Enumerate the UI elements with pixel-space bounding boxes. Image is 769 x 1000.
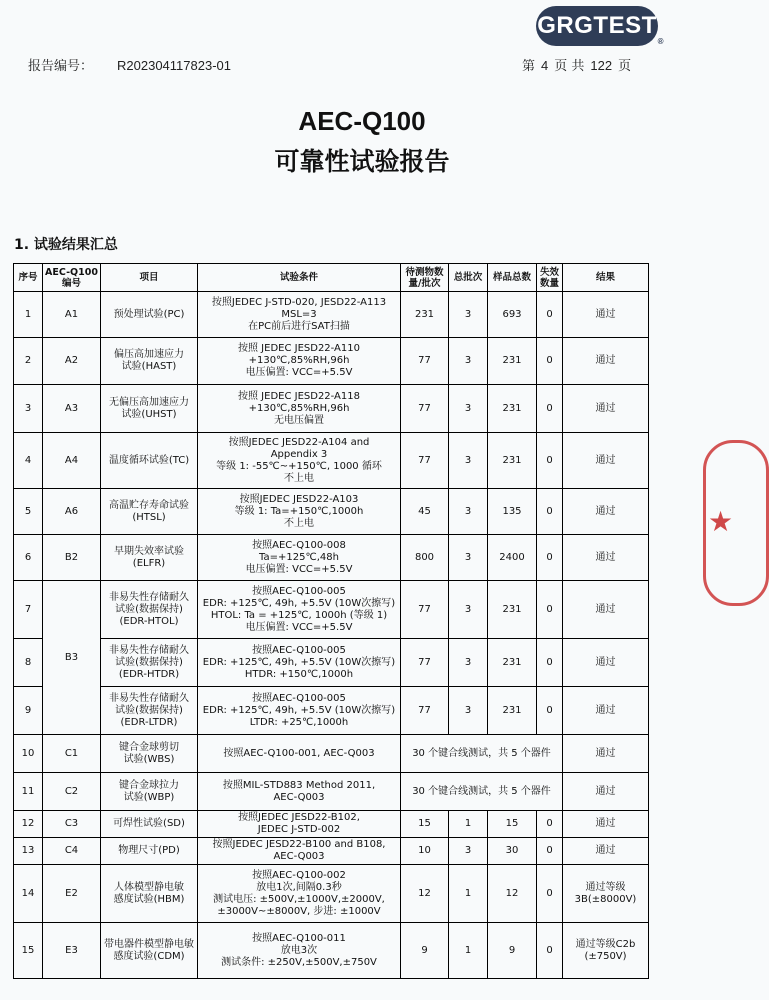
cell-result: 通过: [563, 338, 649, 385]
cell-failures: 0: [537, 811, 563, 838]
cell-condition: 按照AEC-Q100-005 EDR: +125℃, 49h, +5.5V (10W次擦写) LTDR: +25℃,1000h: [198, 687, 401, 735]
page-suffix: 页: [618, 59, 632, 74]
section-heading: 1. 试验结果汇总: [14, 237, 118, 253]
cell-aec-code: C3: [43, 811, 101, 838]
cell-total: 231: [488, 639, 537, 687]
cell-total: 231: [488, 687, 537, 735]
header-samples-per-lot: 待测物数 量/批次: [401, 264, 449, 292]
cell-item: 物理尺寸(PD): [101, 838, 198, 865]
doc-title-main: AEC-Q100: [298, 106, 426, 136]
cell-failures: 0: [537, 338, 563, 385]
cell-failures: 0: [537, 838, 563, 865]
header-total-samples: 样品总数: [488, 264, 537, 292]
cell-condition: 按照JEDEC JESD22-A103 等级 1: Ta=+150℃,1000h 不上电: [198, 489, 401, 535]
cell-item: 预处理试验(PC): [101, 292, 198, 338]
seal-star-icon: ★: [708, 505, 734, 538]
table-row: [14, 385, 649, 433]
cell-merged-sample-info: 30 个键合线测试，共 5 个器件: [401, 773, 563, 811]
cell-condition: 按照JEDEC J-STD-020, JESD22-A113 MSL=3 在PC前后进行SAT扫描: [198, 292, 401, 338]
header-seq: 序号: [14, 264, 43, 292]
table-row: [14, 535, 649, 581]
cell-aec-code: C4: [43, 838, 101, 865]
cell-condition: 按照JEDEC JESD22-A104 and Appendix 3 等级 1: -55℃~+150℃, 1000 循环 不上电: [198, 433, 401, 489]
doc-title-sub: 可靠性试验报告: [274, 147, 450, 176]
cell-result: 通过: [563, 735, 649, 773]
table-header-row: [14, 264, 649, 292]
cell-aec-code: E2: [43, 865, 101, 923]
cell-qty: 77: [401, 385, 449, 433]
cell-result: 通过等级C2b (±750V): [563, 923, 649, 979]
cell-condition: 按照MIL-STD883 Method 2011, AEC-Q003: [198, 773, 401, 811]
cell-lots: 3: [449, 489, 488, 535]
cell-qty: 10: [401, 838, 449, 865]
cell-failures: 0: [537, 292, 563, 338]
cell-seq: 12: [14, 811, 43, 838]
cell-qty: 12: [401, 865, 449, 923]
cell-result: 通过: [563, 489, 649, 535]
cell-item: 键合金球拉力 试验(WBP): [101, 773, 198, 811]
cell-total: 15: [488, 811, 537, 838]
page-prefix: 第: [522, 59, 536, 74]
table-row: [14, 639, 649, 687]
cell-item: 早期失效率试验 (ELFR): [101, 535, 198, 581]
table-row: [14, 811, 649, 838]
cell-total: 231: [488, 385, 537, 433]
cell-qty: 77: [401, 338, 449, 385]
cell-failures: 0: [537, 923, 563, 979]
table-row: [14, 581, 649, 639]
cell-seq: 15: [14, 923, 43, 979]
registered-mark: ®: [657, 37, 664, 46]
cell-failures: 0: [537, 865, 563, 923]
cell-result: 通过: [563, 385, 649, 433]
cell-qty: 231: [401, 292, 449, 338]
page-number: 4: [541, 58, 549, 73]
page-total: 122: [590, 58, 613, 73]
cell-seq: 8: [14, 639, 43, 687]
cell-failures: 0: [537, 581, 563, 639]
cell-total: 693: [488, 292, 537, 338]
cell-lots: 3: [449, 535, 488, 581]
cell-qty: 77: [401, 581, 449, 639]
cell-lots: 3: [449, 838, 488, 865]
cell-item: 非易失性存储耐久 试验(数据保持) (EDR-HTDR): [101, 639, 198, 687]
cell-qty: 800: [401, 535, 449, 581]
cell-lots: 3: [449, 338, 488, 385]
cell-result: 通过等级 3B(±8000V): [563, 865, 649, 923]
grgtest-logo: GRGTEST ®: [536, 6, 658, 46]
cell-item: 高温贮存寿命试验 (HTSL): [101, 489, 198, 535]
cell-aec-code: C2: [43, 773, 101, 811]
cell-result: 通过: [563, 535, 649, 581]
cell-failures: 0: [537, 639, 563, 687]
cell-seq: 14: [14, 865, 43, 923]
cell-lots: 3: [449, 385, 488, 433]
cell-aec-code: C1: [43, 735, 101, 773]
cell-condition: 按照 JEDEC JESD22-A110 +130℃,85%RH,96h 电压偏置: VCC=+5.5V: [198, 338, 401, 385]
table-row: [14, 923, 649, 979]
table-row: [14, 292, 649, 338]
cell-seq: 1: [14, 292, 43, 338]
cell-condition: 按照AEC-Q100-005 EDR: +125℃, 49h, +5.5V (10W次擦写) HTOL: Ta = +125℃, 1000h (等级 1) 电压偏置: VCC=+5.5V: [198, 581, 401, 639]
cell-result: 通过: [563, 639, 649, 687]
cell-result: 通过: [563, 292, 649, 338]
cell-seq: 3: [14, 385, 43, 433]
cell-item: 可焊性试验(SD): [101, 811, 198, 838]
cell-aec-code: A6: [43, 489, 101, 535]
cell-item: 非易失性存储耐久 试验(数据保持) (EDR-HTOL): [101, 581, 198, 639]
cell-qty: 9: [401, 923, 449, 979]
cell-failures: 0: [537, 535, 563, 581]
cell-aec-code: A4: [43, 433, 101, 489]
report-number-value: R202304117823-01: [117, 58, 231, 73]
cell-item: 无偏压高加速应力 试验(UHST): [101, 385, 198, 433]
cell-total: 30: [488, 838, 537, 865]
cell-seq: 11: [14, 773, 43, 811]
table-row: [14, 735, 649, 773]
cell-result: 通过: [563, 811, 649, 838]
cell-qty: 45: [401, 489, 449, 535]
cell-lots: 3: [449, 687, 488, 735]
cell-item: 键合金球剪切 试验(WBS): [101, 735, 198, 773]
cell-result: 通过: [563, 433, 649, 489]
cell-condition: 按照AEC-Q100-011 放电3次 测试条件: ±250V,±500V,±750V: [198, 923, 401, 979]
cell-seq: 2: [14, 338, 43, 385]
cell-lots: 3: [449, 639, 488, 687]
cell-condition: 按照 JEDEC JESD22-A118 +130℃,85%RH,96h 无电压偏置: [198, 385, 401, 433]
report-number: [28, 55, 231, 74]
page-mid: 页 共: [554, 59, 585, 74]
table-row: [14, 338, 649, 385]
cell-lots: 1: [449, 923, 488, 979]
cell-total: 135: [488, 489, 537, 535]
cell-lots: 3: [449, 581, 488, 639]
cell-total: 12: [488, 865, 537, 923]
cell-seq: 4: [14, 433, 43, 489]
cell-condition: 按照AEC-Q100-001, AEC-Q003: [198, 735, 401, 773]
cell-aec-code: E3: [43, 923, 101, 979]
table-row: [14, 687, 649, 735]
cell-lots: 3: [449, 292, 488, 338]
cell-lots: 1: [449, 811, 488, 838]
cell-seq: 5: [14, 489, 43, 535]
cell-aec-code: B2: [43, 535, 101, 581]
header-result: 结果: [563, 264, 649, 292]
cell-result: 通过: [563, 838, 649, 865]
cell-aec-code: A2: [43, 338, 101, 385]
cell-total: 9: [488, 923, 537, 979]
cell-total: 231: [488, 581, 537, 639]
table-row: [14, 773, 649, 811]
header-item: 项目: [101, 264, 198, 292]
cell-qty: 77: [401, 687, 449, 735]
cell-merged-sample-info: 30 个键合线测试，共 5 个器件: [401, 735, 563, 773]
cell-item: 人体模型静电敏 感度试验(HBM): [101, 865, 198, 923]
report-number-label: 报告编号：: [28, 59, 94, 74]
cell-seq: 9: [14, 687, 43, 735]
cell-result: 通过: [563, 581, 649, 639]
cell-condition: 按照JEDEC JESD22-B100 and B108, AEC-Q003: [198, 838, 401, 865]
cell-qty: 77: [401, 433, 449, 489]
cell-condition: 按照AEC-Q100-005 EDR: +125℃, 49h, +5.5V (10W次擦写) HTDR: +150℃,1000h: [198, 639, 401, 687]
header-condition: 试验条件: [198, 264, 401, 292]
cell-item: 偏压高加速应力 试验(HAST): [101, 338, 198, 385]
table-row: [14, 489, 649, 535]
cell-seq: 10: [14, 735, 43, 773]
cell-failures: 0: [537, 489, 563, 535]
page-indicator: [522, 55, 631, 74]
cell-aec-code: A1: [43, 292, 101, 338]
cell-failures: 0: [537, 385, 563, 433]
cell-failures: 0: [537, 433, 563, 489]
cell-condition: 按照AEC-Q100-008 Ta=+125℃,48h 电压偏置: VCC=+5.5V: [198, 535, 401, 581]
table-row: [14, 865, 649, 923]
table-row: [14, 838, 649, 865]
cell-qty: 15: [401, 811, 449, 838]
cell-qty: 77: [401, 639, 449, 687]
cell-total: 2400: [488, 535, 537, 581]
cell-aec-code: A3: [43, 385, 101, 433]
cell-result: 通过: [563, 773, 649, 811]
cell-total: 231: [488, 338, 537, 385]
cell-aec-code: B3: [43, 581, 101, 735]
cell-result: 通过: [563, 687, 649, 735]
cell-total: 231: [488, 433, 537, 489]
cell-seq: 6: [14, 535, 43, 581]
header-aec-code: AEC-Q100 编号: [43, 264, 101, 292]
cell-lots: 1: [449, 865, 488, 923]
cell-seq: 7: [14, 581, 43, 639]
cell-condition: 按照JEDEC JESD22-B102, JEDEC J-STD-002: [198, 811, 401, 838]
results-table: [13, 263, 649, 979]
header-failures: 失效 数量: [537, 264, 563, 292]
cell-item: 非易失性存储耐久 试验(数据保持) (EDR-LTDR): [101, 687, 198, 735]
table-row: [14, 433, 649, 489]
cell-condition: 按照AEC-Q100-002 放电1次,间隔0.3秒 测试电压: ±500V,±1000V,±2000V, ±3000V~±8000V, 步进: ±1000V: [198, 865, 401, 923]
header-lots: 总批次: [449, 264, 488, 292]
cell-seq: 13: [14, 838, 43, 865]
cell-item: 温度循环试验(TC): [101, 433, 198, 489]
cell-lots: 3: [449, 433, 488, 489]
cell-failures: 0: [537, 687, 563, 735]
cell-item: 带电器件模型静电敏 感度试验(CDM): [101, 923, 198, 979]
